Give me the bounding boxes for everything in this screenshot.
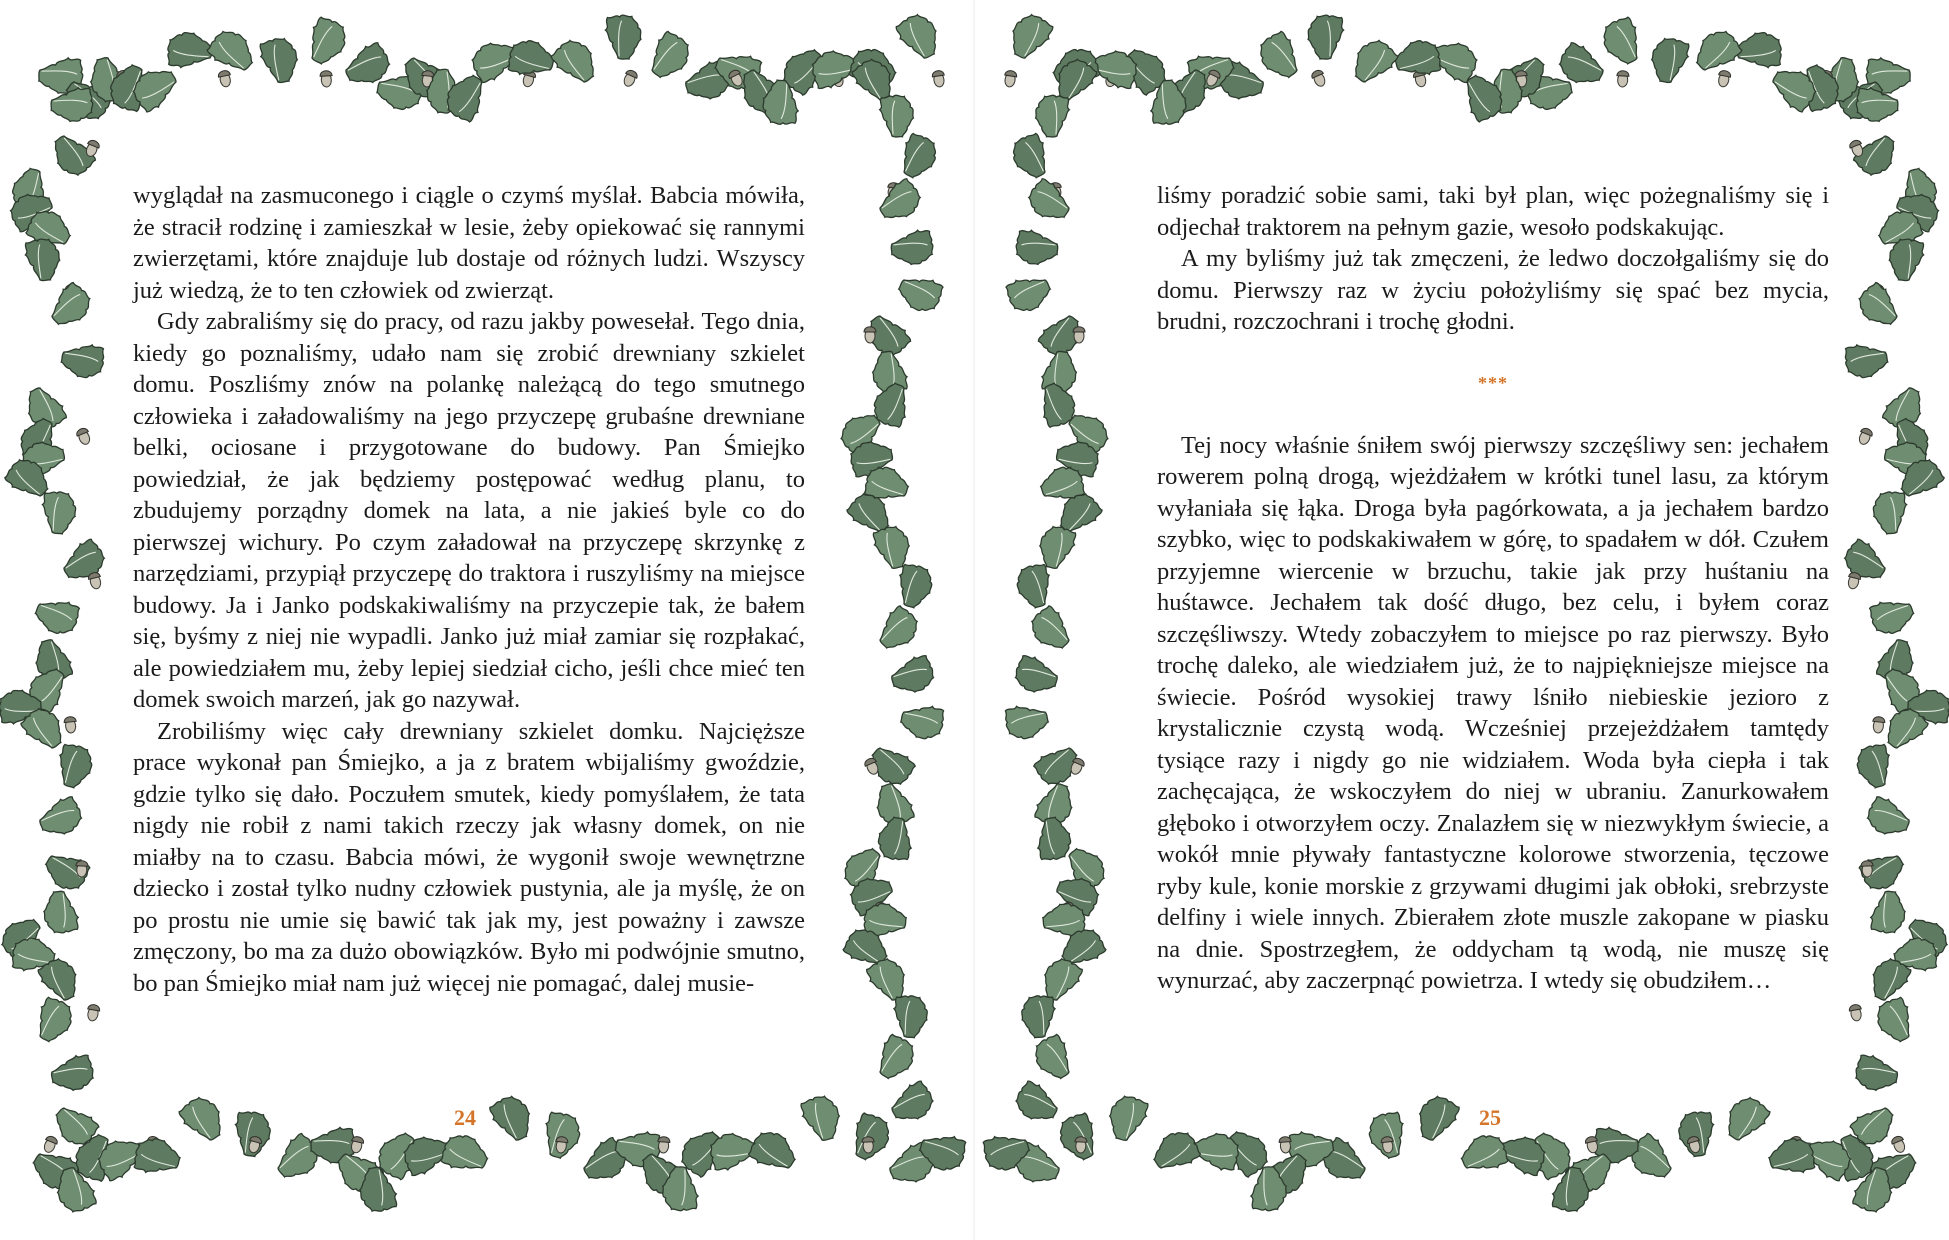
paragraph: liśmy poradzić sobie sami, taki był plan, więc pożegnaliśmy się i odjechał traktorem na pełnym gazie, wesoło podskakując. <box>1157 182 1829 241</box>
left-page <box>0 0 974 1240</box>
paragraph: Tej nocy właśnie śniłem swój pierwszy szczęśliwy sen: jechałem rowerem polną drogą, wjeżdżałem w krótki tunel lasu, za którym wyłaniała się łąka. Droga była pagórkowata, a ja jechałem bardzo szybko, więc to podskakiwałem w górę, to spadałem w dół. Czułem przyjemne wiercenie w brzuchu, takie jak przy huśtaniu na huśtawce. Jechałem tak dość długo, bez celu, i byłem coraz szczęśliwszy. Wtedy zobaczyłem to miejsce po raz pierwszy. Było trochę daleko, ale wiedziałem już, że to najpiękniejsze miejsce na świecie. Pośród wysokiej trawy lśniło niebieskie jezioro z krystalicznie czystą wodą. Wcześniej przejeżdżałem tamtędy tysiące razy i nigdy go nie widziałem. Woda była ciepła i tak zachęcająca, że wskoczyłem do niej w ubraniu. Zanurkowałem głęboko i otworzyłem oczy. Znalazłem się w niezwykłym świecie, a wokół mnie pływały fantastyczne kolorowe stworzenia, tęczowe ryby kule, konie morskie z grzywami długimi jak obłoki, srebrzyste delfiny i wiele innych. Zbierałem złote muszle zakopane w piasku na dnie. Spostrzegłem, że oddycham tą wodą, nie muszę się wynurzać, aby zaczerpnąć powietrza. I wtedy się obudziłem… <box>1157 431 1829 994</box>
right-page <box>975 0 1949 1240</box>
page-number: 25 <box>1479 1105 1501 1130</box>
section-separator: *** <box>1478 372 1508 393</box>
paragraph: Gdy zabraliśmy się do pracy, od razu jakby powesełał. Tego dnia, kiedy go poznaliśmy, udało nam się zrobić drewniany szkielet domu. Poszliśmy znów na polankę należącą do tego smutnego człowieka i załadowaliśmy na jego przyczepę grubaśne drewniane belki, ociosane i przygotowane do budowy. Pan Śmiejko powiedział, że jak będziemy postępować według planu, to zbudujemy porządny domek na lata, a nie jakieś byle co do pierwszej wichury. Po czym załadował na przyczepę skrzynkę z narzędziami, przypiął przyczepę do traktora i ruszyliśmy na miejsce budowy. Ja i Janko podskakiwaliśmy na przyczepie tak, że bałem się, byśmy z niej nie wypadli. Janko już miał zamiar się rozpłakać, ale powiedziałem mu, żeby lepiej siedział cicho, jeśli chce mieć ten domek swoich marzeń, jak go nazywał. <box>133 308 805 713</box>
left-page-text <box>133 180 805 999</box>
paragraph: A my byliśmy już tak zmęczeni, że ledwo doczołgaliśmy się do domu. Pierwszy raz w życiu położyliśmy się spać bez mycia, brudni, rozczochrani i trochę głodni. <box>1157 245 1829 335</box>
paragraph: wyglądał na zasmuconego i ciągle o czymś myślał. Babcia mówiła, że stracił rodzinę i zamieszkał w lesie, żeby opiekować się rannymi zwierzętami, które znajduje lub dostaje od różnych ludzi. Wszyscy już wiedzą, że to ten człowiek od zwierząt. <box>133 182 805 304</box>
page-number: 24 <box>454 1105 476 1130</box>
paragraph: Zrobiliśmy więc cały drewniany szkielet domku. Najcięższe prace wykonał pan Śmiejko, a ja z bratem wbijaliśmy gwoździe, gdzie tylko się dało. Poczułem smutek, kiedy pomyślałem, że tata nigdy nie robił z nami takich rzeczy jak własny domek, on nie miałby na to czasu. Babcia mówi, że wygonił swoje wewnętrzne dziecko i został tylko nudny człowiek pustynia, ale ja myślę, że on po prostu nie umie się bawić tak jak my, jest poważny i zawsze zmęczony, bo ma za dużo obowiązków. Było mi podwójnie smutno, bo pan Śmiejko miał nam już więcej nie pomagać, dalej musie- <box>133 717 805 997</box>
right-page-text <box>1157 180 1829 997</box>
